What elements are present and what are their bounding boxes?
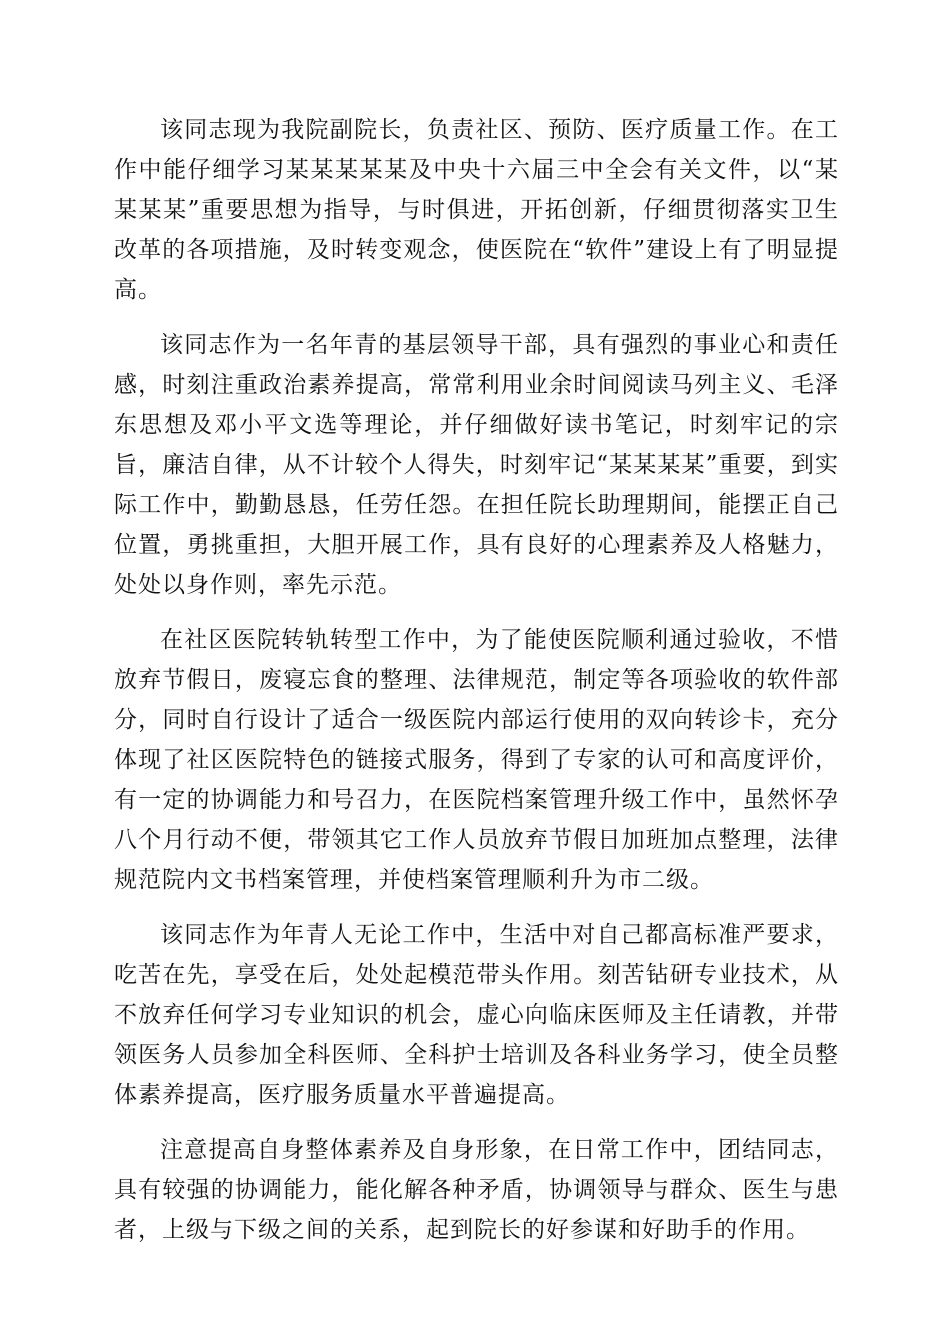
paragraph-2: 该同志作为一名年青的基层领导干部，具有强烈的事业心和责任感，时刻注重政治素养提高，常常利用业余时间阅读马列主义、毛泽东思想及邓小平文选等理论，并仔细做好读书笔记，时刻牢记的宗旨，廉洁自律，从不计较个人得失，时刻牢记“某某某某”重要，到实际工作中，勤勤恳恳，任劳任怨。在担任院长助理期间，能摆正自己位置，勇挑重担，大胆开展工作，具有良好的心理素养及人格魅力，处处以身作则，率先示范。 [114, 332, 839, 598]
paragraph-3: 在社区医院转轨转型工作中，为了能使医院顺利通过验收，不惜放弃节假日，废寝忘食的整理、法律规范，制定等各项验收的软件部分，同时自行设计了适合一级医院内部运行使用的双向转诊卡，充分体现了社区医院特色的链接式服务，得到了专家的认可和高度评价，有一定的协调能力和号召力，在医院档案管理升级工作中，虽然怀孕八个月行动不便，带领其它工作人员放弃节假日加班加点整理，法律规范院内文书档案管理，并使档案管理顺利升为市二级。 [114, 627, 839, 893]
paragraph-4: 该同志作为年青人无论工作中，生活中对自己都高标准严要求，吃苦在先，享受在后，处处起模范带头作用。刻苦钻研专业技术，从不放弃任何学习专业知识的机会，虚心向临床医师及主任请教，并带领医务人员参加全科医师、全科护士培训及各科业务学习，使全员整体素养提高，医疗服务质量水平普遍提高。 [114, 922, 839, 1108]
document-body [114, 110, 839, 1265]
paragraph-5: 注意提高自身整体素养及自身形象，在日常工作中，团结同志，具有较强的协调能力，能化解各种矛盾，协调领导与群众、医生与患者，上级与下级之间的关系，起到院长的好参谋和好助手的作用。 [114, 1137, 839, 1243]
paragraph-1: 该同志现为我院副院长，负责社区、预防、医疗质量工作。在工作中能仔细学习某某某某某及中央十六届三中全会有关文件，以“某某某某”重要思想为指导，与时俱进，开拓创新，仔细贯彻落实卫生改革的各项措施，及时转变观念，使医院在“软件”建设上有了明显提高。 [114, 117, 839, 303]
